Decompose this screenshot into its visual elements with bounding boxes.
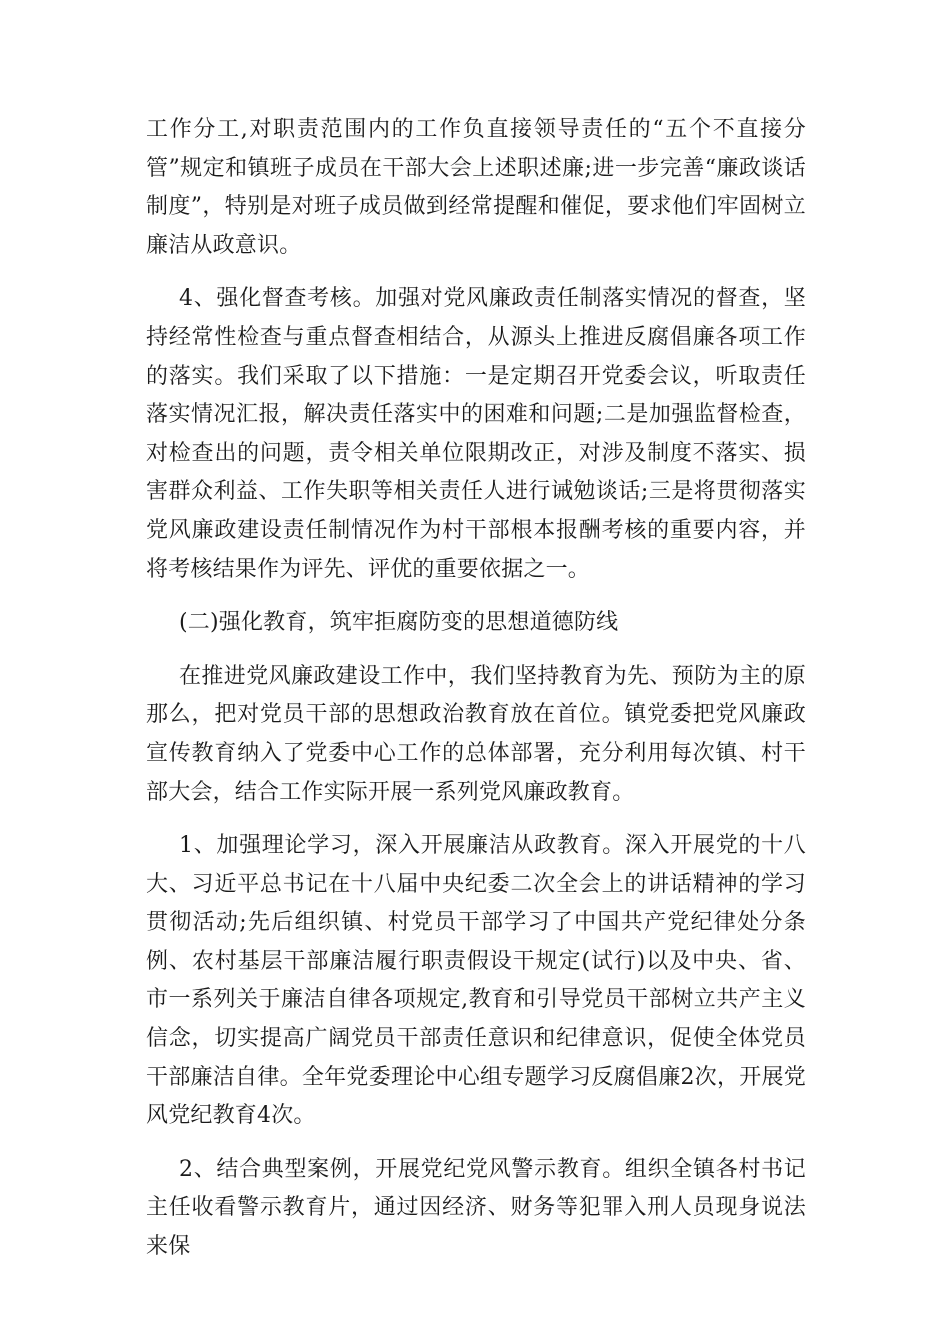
paragraph-education-intro: 在推进党风廉政建设工作中，我们坚持教育为先、预防为主的原那么，把对党员干部的思想政治教育放在首位。镇党委把党风廉政宣传教育纳入了党委中心工作的总体部署，充分利用每次镇、村干部大会，结合工作实际开展一系列党风廉政教育。	[146, 663, 806, 805]
paragraph-continuation: 工作分工,对职责范围内的工作负直接领导责任的“五个不直接分管”规定和镇班子成员在干部大会上述职述廉;进一步完善“廉政谈话制度”，特别是对班子成员做到经常提醒和催促，要求他们牢固树立廉洁从政意识。	[146, 117, 806, 258]
paragraph-item-4: 4、强化督查考核。加强对党风廉政责任制落实情况的督查，坚持经常性检查与重点督查相结合，从源头上推进反腐倡廉各项工作的落实。我们采取了以下措施：一是定期召开党委会议，听取责任落实情况汇报，解决责任落实中的困难和问题;二是加强监督检查，对检查出的问题，责令相关单位限期改正，对涉及制度不落实、损害群众利益、工作失职等相关责任人进行诫勉谈话;三是将贯彻落实党风廉政建设责任制情况作为村干部根本报酬考核的重要内容，并将考核结果作为评先、评优的重要依据之一。	[146, 286, 806, 582]
document-body	[146, 111, 806, 1282]
section-heading-2: (二)强化教育，筑牢拒腐防变的思想道德防线	[179, 610, 619, 636]
paragraph-item-1: 1、加强理论学习，深入开展廉洁从政教育。深入开展党的十八大、习近平总书记在十八届中央纪委二次全会上的讲话精神的学习贯彻活动;先后组织镇、村党员干部学习了中国共产党纪律处分条例、农村基层干部廉洁履行职责假设干规定(试行)以及中央、省、市一系列关于廉洁自律各项规定,教育和引导党员干部树立共产主义信念，切实提高广阔党员干部责任意识和纪律意识，促使全体党员干部廉洁自律。全年党委理论中心组专题学习反腐倡廉2次，开展党风党纪教育4次。	[146, 833, 806, 1129]
paragraph-item-2: 2、结合典型案例，开展党纪党风警示教育。组织全镇各村书记主任收看警示教育片，通过因经济、财务等犯罪入刑人员现身说法来保	[146, 1156, 806, 1260]
